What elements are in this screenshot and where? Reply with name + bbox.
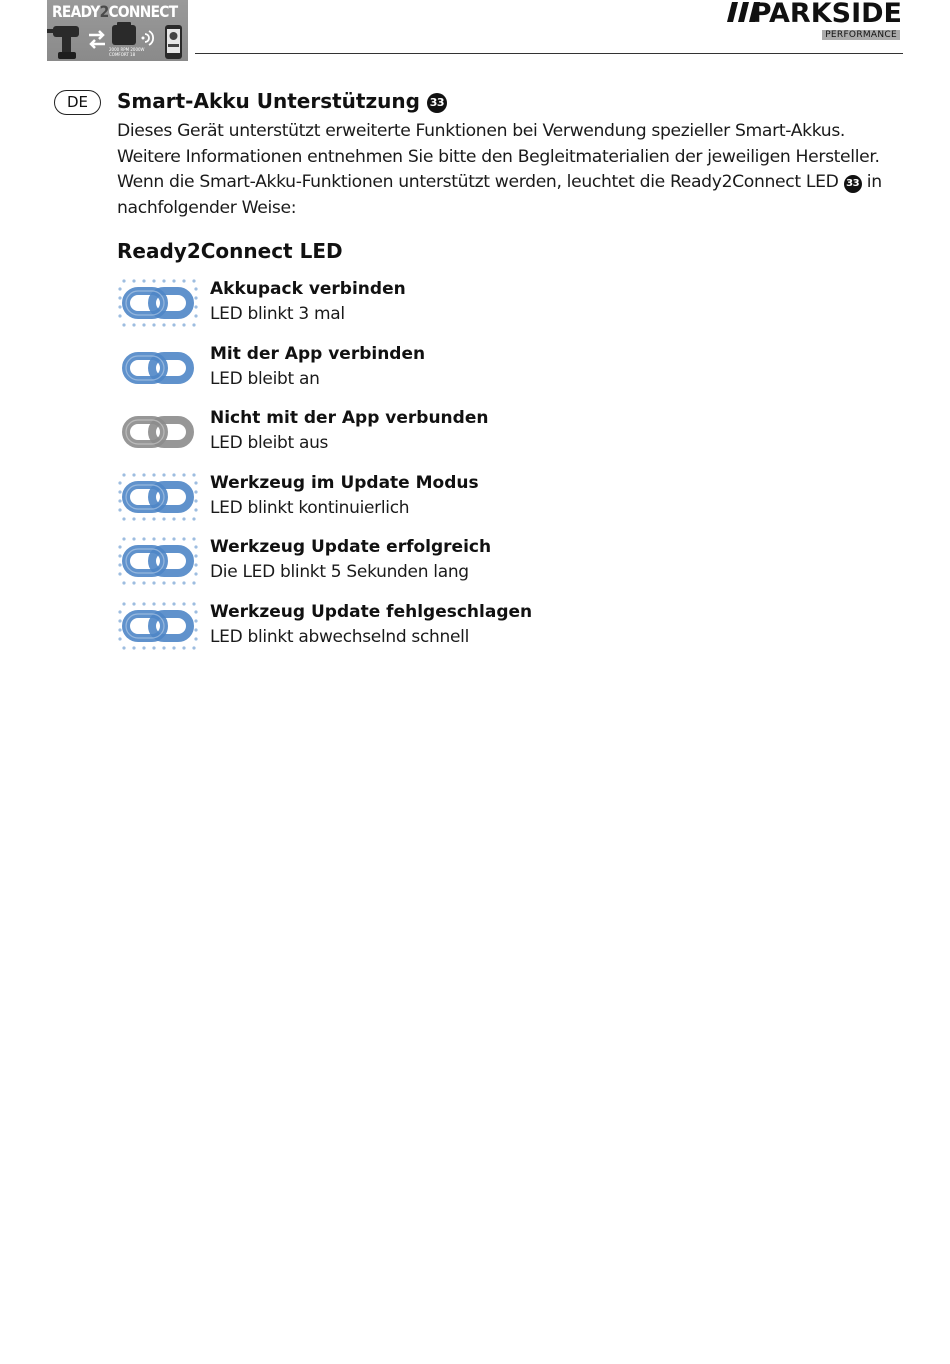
ready2connect-logo-text: READY2CONNECT	[52, 2, 178, 21]
led-state-title: Nicht mit der App verbunden	[210, 408, 489, 429]
led-state-row	[117, 535, 907, 600]
led-state-row	[117, 600, 907, 665]
led-state-row	[117, 277, 907, 342]
led-state-description: LED blinkt 3 mal	[210, 304, 345, 325]
parkside-wordmark: PARKSIDE	[751, 0, 902, 29]
led-state-list	[117, 277, 907, 664]
led-state-row	[117, 342, 907, 407]
led-state-title: Werkzeug Update erfolgreich	[210, 537, 492, 558]
reference-number-badge: 33	[427, 93, 447, 113]
header-rule	[195, 53, 903, 54]
reference-number-badge: 33	[844, 175, 862, 193]
main-content	[117, 87, 907, 664]
section-title: Smart-Akku Unterstützung 33	[117, 87, 907, 115]
led-state-description: Die LED blinkt 5 Sekunden lang	[210, 562, 469, 583]
link-blinking-icon	[117, 471, 199, 523]
led-state-description: LED bleibt an	[210, 368, 320, 389]
led-state-row	[117, 471, 907, 536]
led-state-description: LED blinkt abwechselnd schnell	[210, 626, 469, 647]
parkside-logo	[727, 0, 902, 44]
led-state-row	[117, 406, 907, 471]
led-state-title: Mit der App verbinden	[210, 343, 426, 364]
link-blinking-icon	[117, 535, 199, 587]
subsection-title: Ready2Connect LED	[117, 239, 343, 264]
link-off-icon	[117, 406, 199, 458]
led-state-description: LED bleibt aus	[210, 433, 329, 454]
led-state-title: Werkzeug im Update Modus	[210, 472, 479, 493]
ready2connect-badge: READY2CONNECT 2000 RPM 2000W COMFORT 18	[47, 0, 188, 61]
link-blinking-icon	[117, 277, 199, 329]
led-state-description: LED blinkt kontinuierlich	[210, 497, 410, 518]
link-on-icon	[117, 342, 199, 394]
led-state-title: Akkupack verbinden	[210, 279, 406, 300]
performance-label: PERFORMANCE	[822, 30, 900, 40]
language-badge: DE	[54, 90, 101, 115]
section-paragraph: Dieses Gerät unterstützt erweiterte Funktionen bei Verwendung spezieller Smart-Akkus. Weitere Informationen entnehmen Sie bitte den Begleitmaterialien der jeweiligen Hersteller. Wenn die Smart-Akku-Funktionen unterstützt werden, leuchtet die Ready2Connect LED 33 in nachfolgender Weise:	[117, 121, 882, 218]
link-blinking-icon	[117, 600, 199, 652]
led-state-title: Werkzeug Update fehlgeschlagen	[210, 601, 533, 622]
